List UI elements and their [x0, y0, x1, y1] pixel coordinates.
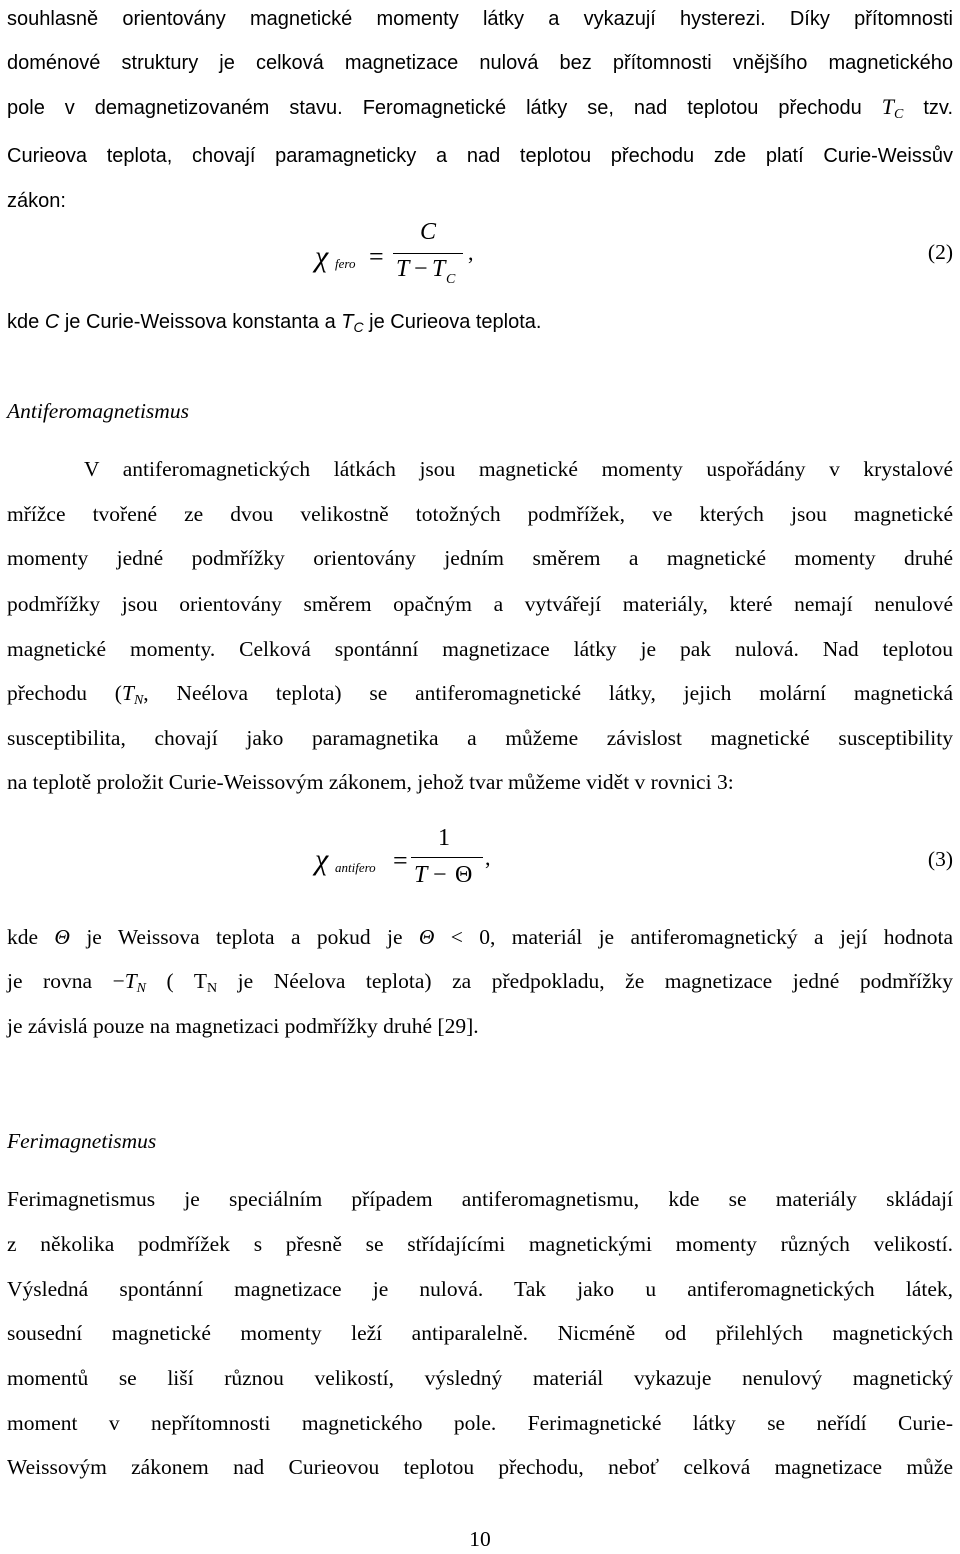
paragraph-line: z několika podmřížek s přesně se střídajícími magnetickými momenty různých velikostí. [7, 1232, 953, 1256]
equals-sign: = [393, 846, 408, 875]
paragraph-line: momentů se liší různou velikostí, výsledný materiál vykazuje nenulový magnetický [7, 1366, 953, 1390]
text: < 0, materiál je antiferomagnetický a její hodnota [434, 925, 954, 949]
chi-subscript: antifero [335, 860, 376, 875]
symbol-t: T [341, 311, 354, 333]
symbol-c: C [44, 311, 60, 333]
eq3-explanation-line-3: je závislá pouze na magnetizaci podmřížky druhé [29]. [7, 1014, 479, 1038]
numerator: 1 [438, 825, 450, 851]
paragraph-line: podmřížky jsou orientovány směrem opačným a vytvářejí materiály, které nemají nenulové [7, 592, 953, 616]
denominator-subscript: C [446, 272, 456, 287]
theta-symbol: Θ [54, 925, 70, 949]
paragraph-line: mřížce tvořené ze dvou velikostně totožných podmřížek, ve kterých jsou magnetické [7, 502, 953, 526]
equation-number: (3) [927, 847, 953, 871]
text: přechodu ( [7, 681, 122, 705]
paragraph-line: moment v nepřítomnosti magnetického pole. Ferimagnetické látky se neřídí Curie- [7, 1411, 953, 1435]
paragraph-line: sousední magnetické momenty leží antiparalelně. Nicméně od přilehlých magnetických [7, 1321, 953, 1345]
denominator-t: T [396, 256, 410, 282]
section-heading-antiferromagnetism: Antiferomagnetismus [7, 399, 189, 423]
text: , Neélova teplota) se antiferomagnetické látky, jejich molární magnetická [143, 681, 953, 705]
comma: , [468, 240, 474, 265]
minus-sign: − [433, 862, 447, 888]
intro-line-5: zákon: [7, 190, 66, 212]
fraction-bar [411, 857, 483, 858]
subscript: C [894, 107, 904, 122]
paragraph-line: V antiferomagnetických látkách jsou magnetické momenty uspořádány v krystalové [84, 457, 953, 481]
equation-number: (2) [927, 240, 953, 264]
text: je Néelova teplota) za předpokladu, že magnetizace jedné podmřížky [217, 969, 953, 993]
paragraph-line: magnetické momenty. Celková spontánní magnetizace látky je pak nulová. Nad teplotou [7, 637, 953, 661]
paragraph-line: momenty jedné podmřížky orientovány jedním směrem a magnetické momenty druhé [7, 546, 953, 570]
intro-line-4: Curieova teplota, chovají paramagneticky a nad teplotou přechodu zde platí Curie-Weissův [7, 145, 953, 167]
page-number: 10 [469, 1527, 491, 1551]
intro-line-1: souhlasně orientovány magnetické momenty látky a vykazují hysterezi. Díky přítomnosti [7, 8, 953, 30]
text: je Curieova teplota. [363, 311, 542, 333]
subscript: N [133, 693, 144, 708]
chi-symbol: χ [315, 240, 329, 273]
chi-subscript: fero [335, 256, 356, 271]
paragraph-line: na teplotě proložit Curie-Weissovým zákonem, jehož tvar můžeme vidět v rovnici 3: [7, 770, 734, 794]
paragraph-line: Weissovým zákonem nad Curieovou teplotou přechodu, neboť celková magnetizace může [7, 1455, 953, 1479]
intro-line-2: doménové struktury je celková magnetizace nulová bez přítomnosti vnějšího magnetického [7, 52, 953, 74]
paragraph-line: susceptibilita, chovají jako paramagnetika a můžeme závislost magnetické susceptibility [7, 726, 953, 750]
text: je Curie-Weissova konstanta a [59, 311, 342, 333]
subscript: N [207, 981, 218, 996]
subscript: C [353, 319, 364, 335]
eq3-explanation-line-1 [7, 922, 953, 952]
paragraph-line: Výsledná spontánní magnetizace je nulová. Tak jako u antiferomagnetických látek, [7, 1277, 953, 1301]
fraction-bar [393, 253, 463, 254]
symbol-t: T [124, 969, 137, 993]
minus-sign: − [112, 969, 125, 993]
text: je Weissova teplota a pokud je [69, 925, 419, 949]
paragraph-line [7, 678, 953, 708]
symbol-t: T [881, 94, 895, 119]
intro-text: pole v demagnetizovaném stavu. Feromagnetické látky se, nad teplotou přechodu [7, 97, 882, 119]
text: kde [7, 925, 55, 949]
text: kde [7, 311, 45, 333]
paragraph-line: Ferimagnetismus je speciálním případem antiferomagnetismu, kde se materiály skládají [7, 1187, 953, 1211]
denominator-tc: T [432, 256, 446, 282]
section-heading-ferrimagnetism: Ferimagnetismus [7, 1129, 157, 1153]
subscript: N [136, 981, 147, 996]
eq2-explanation [7, 307, 953, 337]
equals-sign: = [369, 242, 384, 271]
numerator: C [420, 219, 437, 245]
denominator-t: T [414, 862, 428, 888]
theta-symbol: Θ [455, 862, 473, 888]
intro-line-3 [7, 92, 953, 123]
chi-symbol: χ [315, 843, 329, 876]
comma: , [485, 845, 491, 870]
minus-sign: − [414, 256, 428, 282]
intro-text: tzv. [903, 97, 953, 119]
text: ( T [146, 969, 208, 993]
symbol-t: T [121, 681, 134, 705]
eq3-explanation-line-2 [7, 966, 953, 996]
text: je rovna [7, 969, 113, 993]
theta-symbol: Θ [418, 925, 435, 949]
